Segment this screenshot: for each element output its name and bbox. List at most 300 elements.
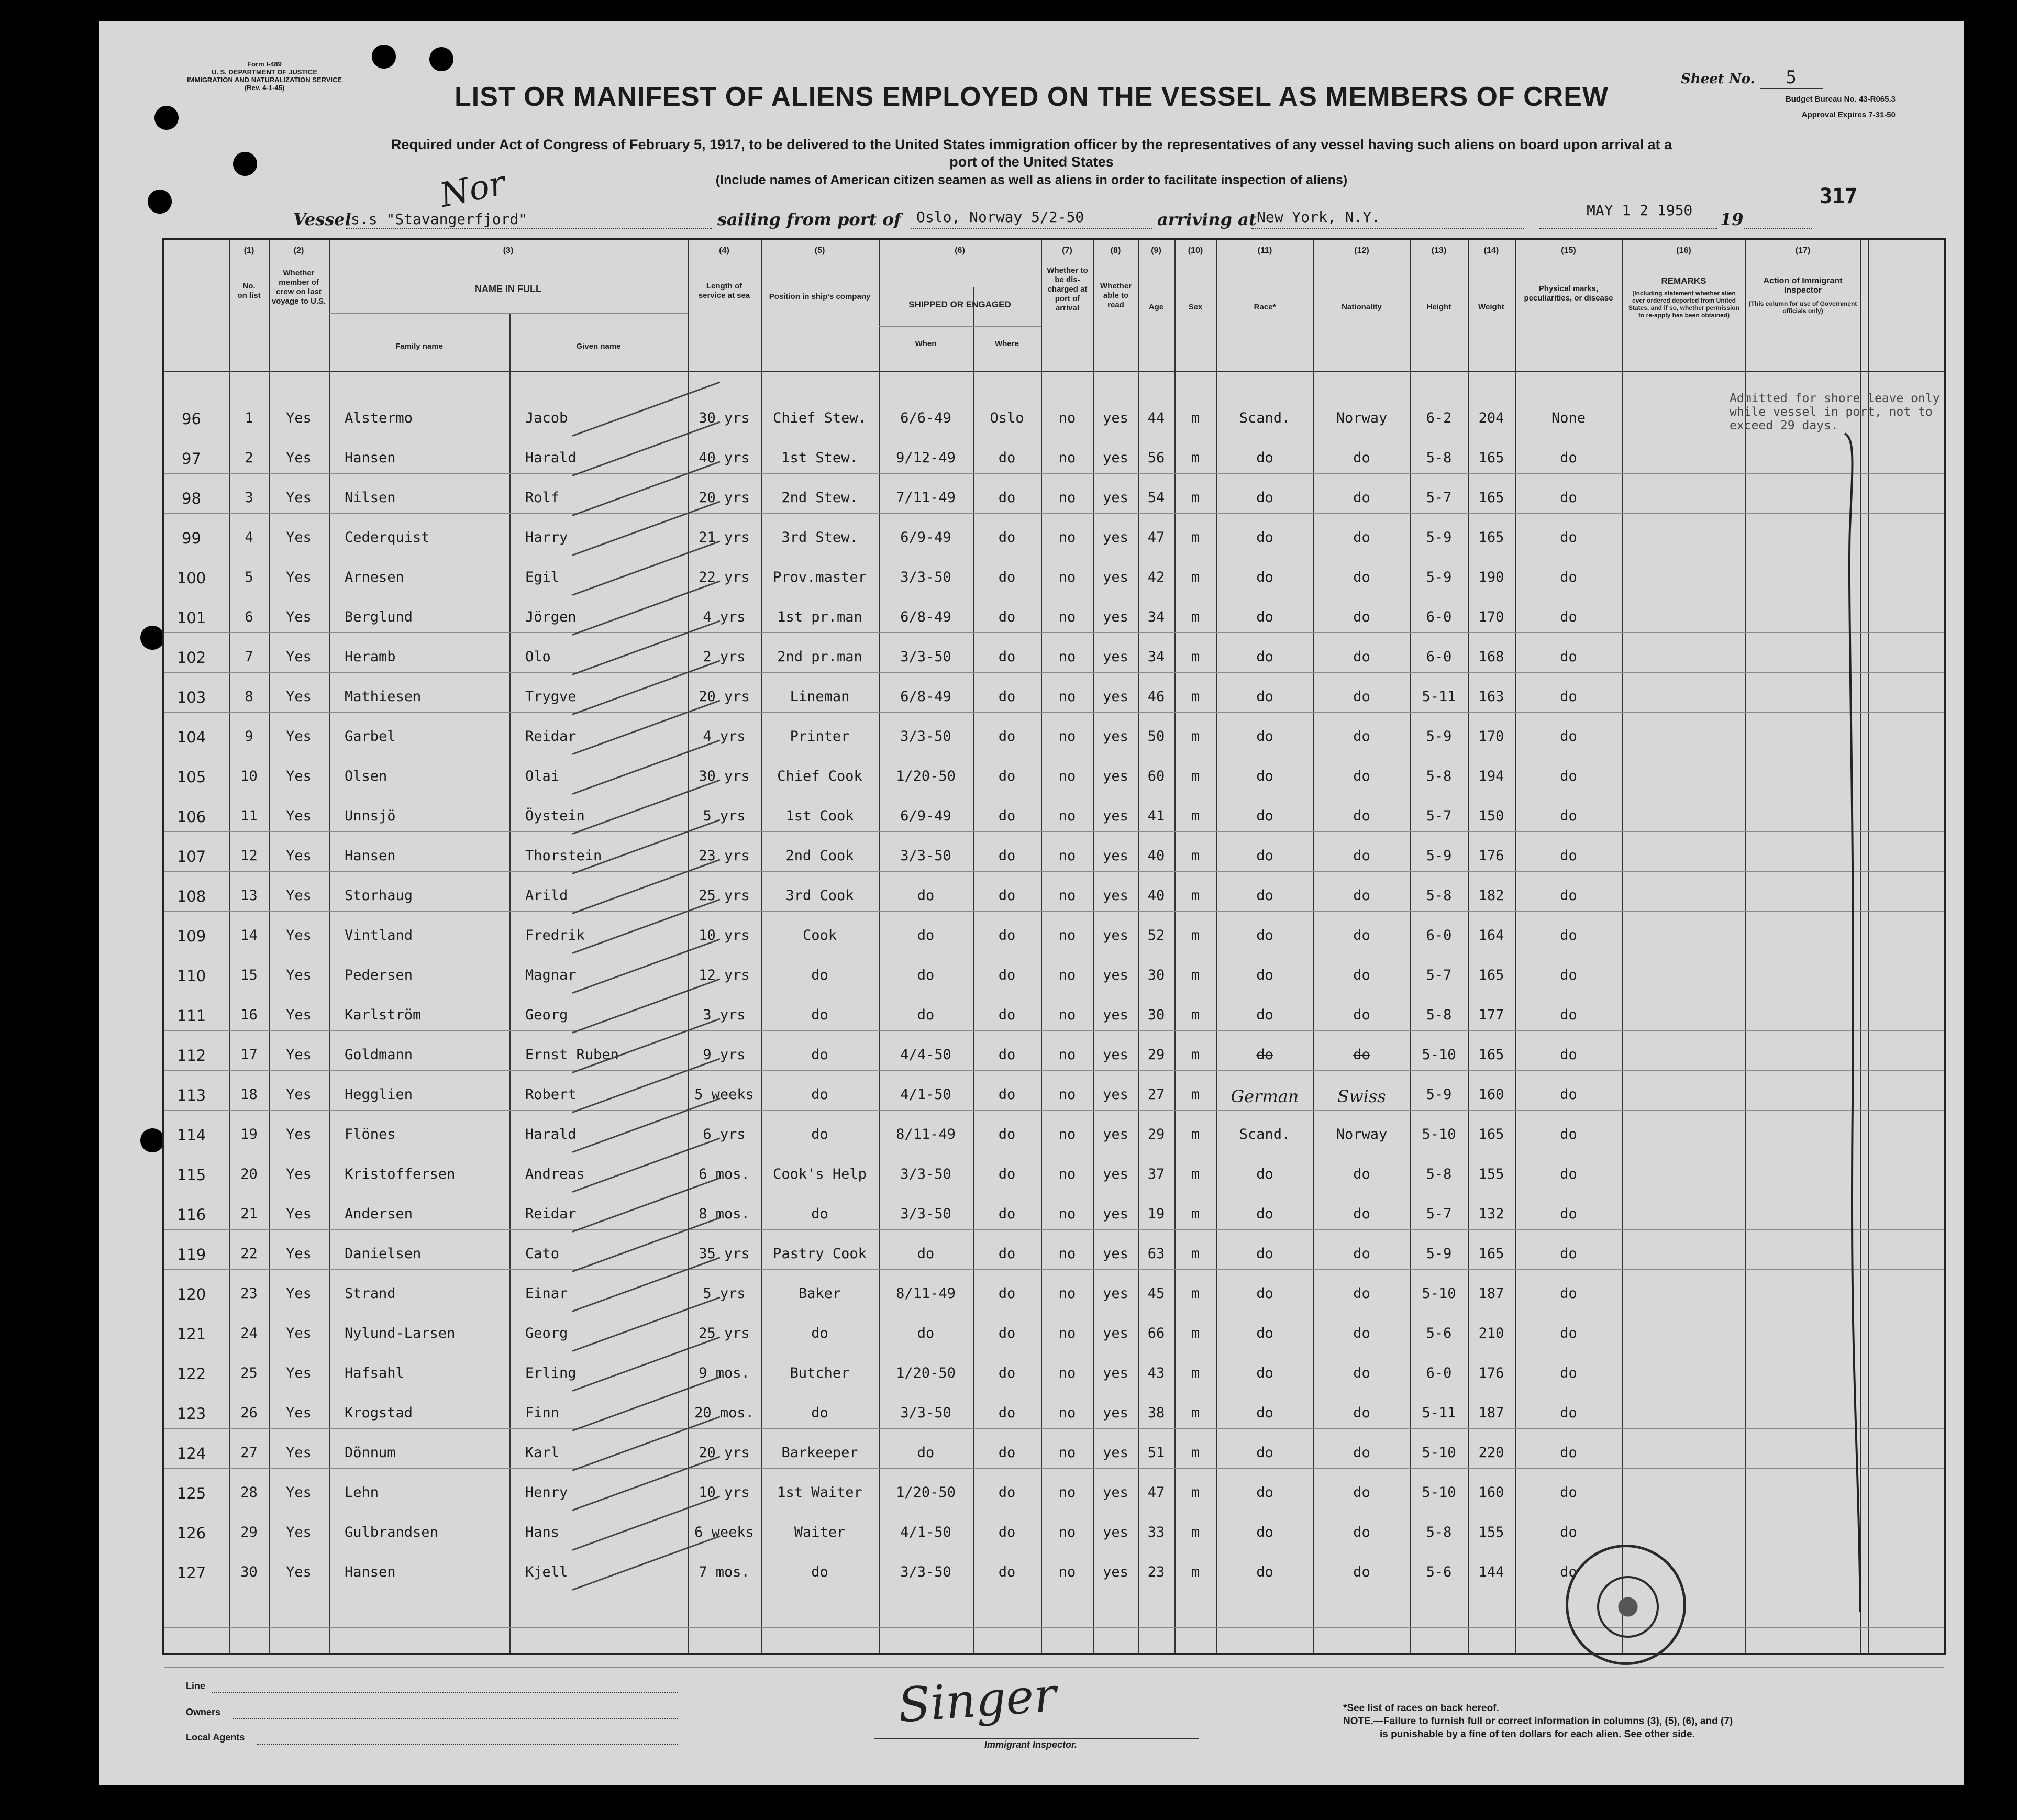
cell-shipped-where: do: [998, 689, 1016, 705]
cell-height: 5-8: [1426, 1007, 1452, 1023]
cell-height: 5-7: [1426, 808, 1452, 824]
cell-no-on-list: 25: [240, 1365, 258, 1381]
cell-nationality: do: [1353, 1047, 1370, 1063]
cell-discharged: no: [1058, 609, 1076, 625]
cell-last-voyage: Yes: [286, 927, 312, 944]
sheet-number: Sheet No. 5: [1681, 67, 1823, 89]
check-mark: [572, 779, 720, 834]
check-mark: [572, 381, 720, 436]
cell-last-voyage: Yes: [286, 689, 312, 705]
cell-given-name: Ernst Ruben: [525, 1047, 619, 1063]
cell-shipped-where: do: [998, 1365, 1016, 1381]
cell-family-name: Nylund-Larsen: [345, 1325, 456, 1341]
cell-shipped-where: do: [998, 1086, 1016, 1103]
local-agents-label: Local Agents: [186, 1732, 245, 1743]
cell-able-to-read: yes: [1103, 1246, 1128, 1262]
form-identifier: Form I-489 U. S. DEPARTMENT OF JUSTICE IMMIGRATION AND NATURALIZATION SERVICE (Rev. 4-1-45): [186, 60, 342, 92]
cell-nationality: do: [1353, 529, 1370, 546]
check-mark: [572, 1217, 720, 1272]
cell-age: 44: [1147, 410, 1165, 426]
cell-nationality: do: [1353, 1166, 1370, 1182]
cell-last-voyage: Yes: [286, 728, 312, 745]
cell-serial-number: 100: [176, 569, 206, 587]
cell-shipped-where: do: [998, 649, 1016, 665]
vessel-label: Vessel: [293, 209, 351, 229]
cell-weight: 165: [1478, 1126, 1504, 1142]
cell-discharged: no: [1058, 1007, 1076, 1023]
cell-age: 38: [1147, 1405, 1165, 1421]
colnum: (15): [1561, 246, 1576, 255]
check-mark: [572, 700, 720, 754]
cell-age: 19: [1147, 1206, 1165, 1222]
cell-position: do: [811, 1206, 828, 1222]
cell-physical-marks: do: [1560, 1405, 1577, 1421]
cell-able-to-read: yes: [1103, 808, 1128, 824]
arriving-value: New York, N.Y.: [1257, 208, 1381, 226]
cell-nationality: do: [1353, 728, 1370, 745]
cell-shipped-where: do: [998, 1405, 1016, 1421]
cell-shipped-when: do: [917, 887, 935, 904]
cell-physical-marks: do: [1560, 1246, 1577, 1262]
cell-sex: m: [1191, 768, 1200, 784]
cell-nationality: do: [1353, 1285, 1370, 1302]
cell-age: 27: [1147, 1086, 1165, 1103]
cell-race: do: [1256, 808, 1273, 824]
cell-family-name: Flönes: [345, 1126, 396, 1142]
cell-physical-marks: do: [1560, 967, 1577, 983]
cell-family-name: Storhaug: [345, 887, 413, 904]
cell-nationality: do: [1353, 490, 1370, 506]
cell-shipped-where: do: [998, 768, 1016, 784]
cell-sex: m: [1191, 1445, 1200, 1461]
cell-serial-number: 111: [176, 1007, 206, 1025]
cell-shipped-when: 1/20-50: [896, 1484, 956, 1501]
cell-shipped-where: do: [998, 1524, 1016, 1540]
cell-shipped-where: do: [998, 529, 1016, 546]
cell-shipped-when: 4/1-50: [900, 1524, 951, 1540]
cell-nationality: do: [1353, 1524, 1370, 1540]
cell-last-voyage: Yes: [286, 529, 312, 546]
colnum: (10): [1188, 246, 1203, 255]
vessel-fill-line: [346, 228, 712, 229]
cell-shipped-when: 3/3-50: [900, 649, 951, 665]
cell-serial-number: 125: [176, 1484, 206, 1502]
cell-given-name: Finn: [525, 1405, 560, 1421]
cell-serial-number: 116: [176, 1206, 206, 1224]
cell-serial-number: 98: [182, 490, 201, 507]
cell-length-of-service: 12 yrs: [699, 967, 750, 983]
cell-sex: m: [1191, 967, 1200, 983]
header-family-name: Family name: [395, 342, 443, 351]
cell-discharged: no: [1058, 1405, 1076, 1421]
cell-weight: 164: [1478, 927, 1504, 944]
seal-eagle-icon: [1597, 1576, 1659, 1638]
cell-shipped-where: do: [998, 927, 1016, 944]
cell-sex: m: [1191, 1285, 1200, 1302]
cell-family-name: Heramb: [345, 649, 396, 665]
check-mark: [572, 739, 720, 794]
cell-race: do: [1256, 1007, 1273, 1023]
cell-position: do: [811, 1564, 828, 1580]
ruled-line: [164, 513, 1944, 514]
colnum: (8): [1110, 246, 1121, 255]
cell-last-voyage: Yes: [286, 1047, 312, 1063]
cell-position: Pastry Cook: [773, 1246, 867, 1262]
remarks-ditto-line: [1839, 423, 1871, 1617]
cell-sex: m: [1191, 1166, 1200, 1182]
arriving-label: arriving at: [1157, 209, 1257, 229]
cell-given-name: Einar: [525, 1285, 568, 1302]
cell-shipped-when: 6/8-49: [900, 609, 951, 625]
cell-given-name: Magnar: [525, 967, 577, 983]
cell-given-name: Olo: [525, 649, 551, 665]
colnum: (14): [1483, 246, 1499, 255]
cell-given-name: Egil: [525, 569, 560, 585]
requirement-note: (Include names of American citizen seamen as well as aliens in order to facilitate inspection of aliens): [715, 173, 1348, 187]
cell-given-name: Öystein: [525, 808, 585, 824]
cell-given-name: Trygve: [525, 689, 577, 705]
cell-discharged: no: [1058, 1524, 1076, 1540]
cell-length-of-service: 9 mos.: [699, 1365, 750, 1381]
cell-able-to-read: yes: [1103, 490, 1128, 506]
cell-nationality: do: [1353, 1445, 1370, 1461]
cell-position: 2nd pr.man: [777, 649, 862, 665]
cell-height: 5-6: [1426, 1325, 1452, 1341]
cell-able-to-read: yes: [1103, 1405, 1128, 1421]
cell-family-name: Gulbrandsen: [345, 1524, 438, 1540]
header-no-on-list: No. on list: [237, 282, 261, 300]
cell-length-of-service: 6 mos.: [699, 1166, 750, 1182]
cell-serial-number: 101: [176, 609, 206, 627]
ruled-line: [164, 1269, 1944, 1270]
cell-able-to-read: yes: [1103, 1166, 1128, 1182]
cell-height: 5-9: [1426, 848, 1452, 864]
check-mark: [572, 1097, 720, 1152]
cell-position: Waiter: [794, 1524, 846, 1540]
cell-able-to-read: yes: [1103, 1445, 1128, 1461]
cell-age: 42: [1147, 569, 1165, 585]
cell-nationality: do: [1353, 569, 1370, 585]
cell-last-voyage: Yes: [286, 1086, 312, 1103]
cell-race: do: [1256, 1325, 1273, 1341]
budget-bureau: Budget Bureau No. 43-R065.3 Approval Expires 7-31-50: [1785, 95, 1896, 119]
cell-last-voyage: Yes: [286, 450, 312, 466]
cell-shipped-when: 8/11-49: [896, 1126, 956, 1142]
cell-length-of-service: 6 weeks: [694, 1524, 754, 1540]
cell-sex: m: [1191, 728, 1200, 745]
cell-last-voyage: Yes: [286, 1405, 312, 1421]
owners-fill: [233, 1718, 678, 1719]
cell-length-of-service: 40 yrs: [699, 450, 750, 466]
cell-age: 63: [1147, 1246, 1165, 1262]
check-mark: [572, 938, 720, 993]
cell-nationality: do: [1353, 967, 1370, 983]
cell-position: 2nd Cook: [785, 848, 854, 864]
cell-serial-number: 119: [176, 1246, 206, 1263]
cell-height: 5-8: [1426, 887, 1452, 904]
cell-given-name: Harald: [525, 1126, 577, 1142]
vessel-value: s.s "Stavangerfjord": [351, 210, 528, 228]
cell-nationality: do: [1353, 1325, 1370, 1341]
cell-discharged: no: [1058, 490, 1076, 506]
cell-family-name: Pedersen: [345, 967, 413, 983]
cell-physical-marks: do: [1560, 569, 1577, 585]
cell-age: 30: [1147, 1007, 1165, 1023]
cell-weight: 176: [1478, 1365, 1504, 1381]
cell-given-name: Henry: [525, 1484, 568, 1501]
check-mark: [572, 501, 720, 556]
cell-serial-number: 112: [176, 1047, 206, 1064]
cell-race: do: [1256, 450, 1273, 466]
cell-no-on-list: 15: [240, 967, 258, 983]
cell-weight: 170: [1478, 728, 1504, 745]
cell-physical-marks: do: [1560, 1047, 1577, 1063]
header-remarks: REMARKS: [1661, 276, 1706, 286]
cell-physical-marks: do: [1560, 1206, 1577, 1222]
cell-shipped-where: do: [998, 1285, 1016, 1302]
ruled-line: [164, 473, 1944, 474]
cell-last-voyage: Yes: [286, 609, 312, 625]
cell-shipped-when: do: [917, 1445, 935, 1461]
cell-weight: 187: [1478, 1285, 1504, 1302]
cell-sex: m: [1191, 1047, 1200, 1063]
local-agents-fill: [257, 1744, 678, 1745]
punch-hole: [372, 45, 396, 69]
colnum: (9): [1151, 246, 1161, 255]
cell-shipped-where: do: [998, 1007, 1016, 1023]
inspector-signature: Singer: [896, 1667, 1058, 1734]
header-height: Height: [1426, 303, 1451, 312]
cell-last-voyage: Yes: [286, 848, 312, 864]
cell-last-voyage: Yes: [286, 569, 312, 585]
cell-no-on-list: 23: [240, 1285, 258, 1302]
cell-position: do: [811, 1007, 828, 1023]
cell-shipped-when: 8/11-49: [896, 1285, 956, 1302]
cell-age: 47: [1147, 1484, 1165, 1501]
check-mark: [572, 1495, 720, 1550]
cell-discharged: no: [1058, 1564, 1076, 1580]
cell-physical-marks: do: [1560, 1007, 1577, 1023]
cell-no-on-list: 13: [240, 887, 258, 904]
cell-race: do: [1256, 1285, 1273, 1302]
date-fill-line: [1539, 228, 1717, 229]
cell-discharged: no: [1058, 1246, 1076, 1262]
cell-position: Cook: [802, 927, 837, 944]
cell-shipped-where: do: [998, 490, 1016, 506]
cell-race: do: [1256, 1445, 1273, 1461]
cell-able-to-read: yes: [1103, 887, 1128, 904]
cell-sex: m: [1191, 490, 1200, 506]
cell-nationality: Norway: [1336, 1126, 1388, 1142]
cell-discharged: no: [1058, 927, 1076, 944]
cell-no-on-list: 8: [245, 689, 253, 705]
cell-serial-number: 105: [176, 768, 206, 786]
cell-serial-number: 107: [176, 848, 206, 865]
cell-no-on-list: 5: [245, 569, 253, 585]
cell-able-to-read: yes: [1103, 689, 1128, 705]
cell-last-voyage: Yes: [286, 1564, 312, 1580]
cell-position: 3rd Stew.: [781, 529, 858, 546]
cell-shipped-when: do: [917, 967, 935, 983]
cell-sex: m: [1191, 450, 1200, 466]
cell-shipped-when: 4/1-50: [900, 1086, 951, 1103]
cell-discharged: no: [1058, 808, 1076, 824]
cell-last-voyage: Yes: [286, 1126, 312, 1142]
cell-family-name: Karlström: [345, 1007, 422, 1023]
cell-age: 56: [1147, 450, 1165, 466]
cell-position: Lineman: [790, 689, 850, 705]
cell-position: do: [811, 967, 828, 983]
cell-able-to-read: yes: [1103, 569, 1128, 585]
check-mark: [572, 1257, 720, 1312]
cell-height: 5-10: [1422, 1445, 1456, 1461]
cell-position: Printer: [790, 728, 850, 745]
cell-given-name: Jacob: [525, 410, 568, 426]
cell-race: do: [1256, 569, 1273, 585]
check-mark: [572, 978, 720, 1033]
cell-discharged: no: [1058, 1365, 1076, 1381]
cell-weight: 165: [1478, 967, 1504, 983]
cell-race: do: [1256, 1564, 1273, 1580]
cell-length-of-service: 5 weeks: [694, 1086, 754, 1103]
cell-nationality: do: [1353, 609, 1370, 625]
cell-discharged: no: [1058, 1126, 1076, 1142]
header-discharged: Whether to be dis-charged at port of arrival: [1047, 266, 1088, 313]
cell-no-on-list: 4: [245, 529, 253, 546]
cell-sex: m: [1191, 1484, 1200, 1501]
cell-weight: 165: [1478, 450, 1504, 466]
cell-discharged: no: [1058, 1206, 1076, 1222]
cell-family-name: Hansen: [345, 1564, 396, 1580]
cell-given-name: Georg: [525, 1325, 568, 1341]
cell-given-name: Andreas: [525, 1166, 585, 1182]
ruled-line: [164, 632, 1944, 633]
cell-last-voyage: Yes: [286, 1206, 312, 1222]
cell-age: 66: [1147, 1325, 1165, 1341]
cell-able-to-read: yes: [1103, 609, 1128, 625]
cell-able-to-read: yes: [1103, 848, 1128, 864]
cell-able-to-read: yes: [1103, 927, 1128, 944]
cell-family-name: Berglund: [345, 609, 413, 625]
cell-serial-number: 108: [176, 887, 206, 905]
cell-last-voyage: Yes: [286, 1524, 312, 1540]
cell-family-name: Olsen: [345, 768, 387, 784]
cell-physical-marks: do: [1560, 1484, 1577, 1501]
cell-serial-number: 122: [176, 1365, 206, 1383]
header-position: Position in ship's company: [769, 292, 871, 301]
cell-family-name: Unnsjö: [345, 808, 396, 824]
cell-age: 34: [1147, 649, 1165, 665]
cell-physical-marks: do: [1560, 490, 1577, 506]
cell-position: 1st Stew.: [781, 450, 858, 466]
cell-nationality: do: [1353, 1246, 1370, 1262]
crew-table: [162, 238, 1946, 1655]
cell-nationality: do: [1353, 808, 1370, 824]
cell-race: do: [1256, 927, 1273, 944]
cell-discharged: no: [1058, 1047, 1076, 1063]
cell-given-name: Kjell: [525, 1564, 568, 1580]
cell-weight: 177: [1478, 1007, 1504, 1023]
cell-family-name: Goldmann: [345, 1047, 413, 1063]
stamp-number: 317: [1820, 184, 1858, 208]
cell-age: 29: [1147, 1047, 1165, 1063]
cell-serial-number: 121: [176, 1325, 206, 1343]
cell-height: 5-9: [1426, 569, 1452, 585]
cell-shipped-where: do: [998, 1445, 1016, 1461]
cell-position: 1st Cook: [785, 808, 854, 824]
colnum: (17): [1795, 246, 1811, 255]
cell-physical-marks: do: [1560, 689, 1577, 705]
arrival-date-stamp: MAY 1 2 1950: [1587, 202, 1693, 219]
cell-race: do: [1256, 1246, 1273, 1262]
cell-race: do: [1256, 1206, 1273, 1222]
cell-nationality: do: [1353, 450, 1370, 466]
cell-serial-number: 126: [176, 1524, 206, 1542]
cell-shipped-when: do: [917, 1325, 935, 1341]
cell-discharged: no: [1058, 410, 1076, 426]
cell-shipped-where: do: [998, 1564, 1016, 1580]
cell-weight: 160: [1478, 1086, 1504, 1103]
cell-position: do: [811, 1086, 828, 1103]
cell-sex: m: [1191, 689, 1200, 705]
cell-height: 5-7: [1426, 490, 1452, 506]
cell-position: do: [811, 1047, 828, 1063]
cell-last-voyage: Yes: [286, 768, 312, 784]
cell-shipped-where: do: [998, 1126, 1016, 1142]
check-mark: [572, 1177, 720, 1232]
ruled-line: [164, 1468, 1944, 1469]
punch-hole: [140, 626, 164, 650]
cell-length-of-service: 23 yrs: [699, 848, 750, 864]
header-age: Age: [1148, 303, 1164, 312]
cell-given-name: Reidar: [525, 1206, 577, 1222]
cell-physical-marks: do: [1560, 1285, 1577, 1302]
cell-given-name: Harry: [525, 529, 568, 546]
shore-leave-remark: Admitted for shore leave only while vessel in port, not to exceed 29 days.: [1730, 392, 1940, 432]
consular-seal: [1566, 1545, 1686, 1665]
cell-physical-marks: do: [1560, 529, 1577, 546]
cell-race: do: [1256, 967, 1273, 983]
cell-race: do: [1256, 887, 1273, 904]
cell-last-voyage: Yes: [286, 490, 312, 506]
cell-shipped-when: do: [917, 1007, 935, 1023]
cell-height: 6-0: [1426, 649, 1452, 665]
ruled-line: [164, 871, 1944, 872]
cell-shipped-when: 3/3-50: [900, 1405, 951, 1421]
cell-shipped-when: 6/8-49: [900, 689, 951, 705]
cell-height: 5-7: [1426, 1206, 1452, 1222]
cell-length-of-service: 3 yrs: [703, 1007, 746, 1023]
cell-shipped-when: 6/6-49: [900, 410, 951, 426]
cell-race: do: [1256, 1484, 1273, 1501]
ruled-line: [164, 1428, 1944, 1429]
cell-weight: 165: [1478, 529, 1504, 546]
cell-weight: 190: [1478, 569, 1504, 585]
cell-shipped-when: 3/3-50: [900, 1564, 951, 1580]
cell-race: do: [1256, 848, 1273, 864]
cell-last-voyage: Yes: [286, 1246, 312, 1262]
header-length-service: Length of service at sea: [698, 282, 750, 300]
cell-sex: m: [1191, 649, 1200, 665]
cell-shipped-where: do: [998, 808, 1016, 824]
cell-discharged: no: [1058, 887, 1076, 904]
shipped-subheader-divider: [879, 326, 1041, 327]
cell-shipped-when: do: [917, 927, 935, 944]
cell-height: 5-7: [1426, 967, 1452, 983]
cell-last-voyage: Yes: [286, 1365, 312, 1381]
cell-nationality: do: [1353, 887, 1370, 904]
cell-age: 41: [1147, 808, 1165, 824]
